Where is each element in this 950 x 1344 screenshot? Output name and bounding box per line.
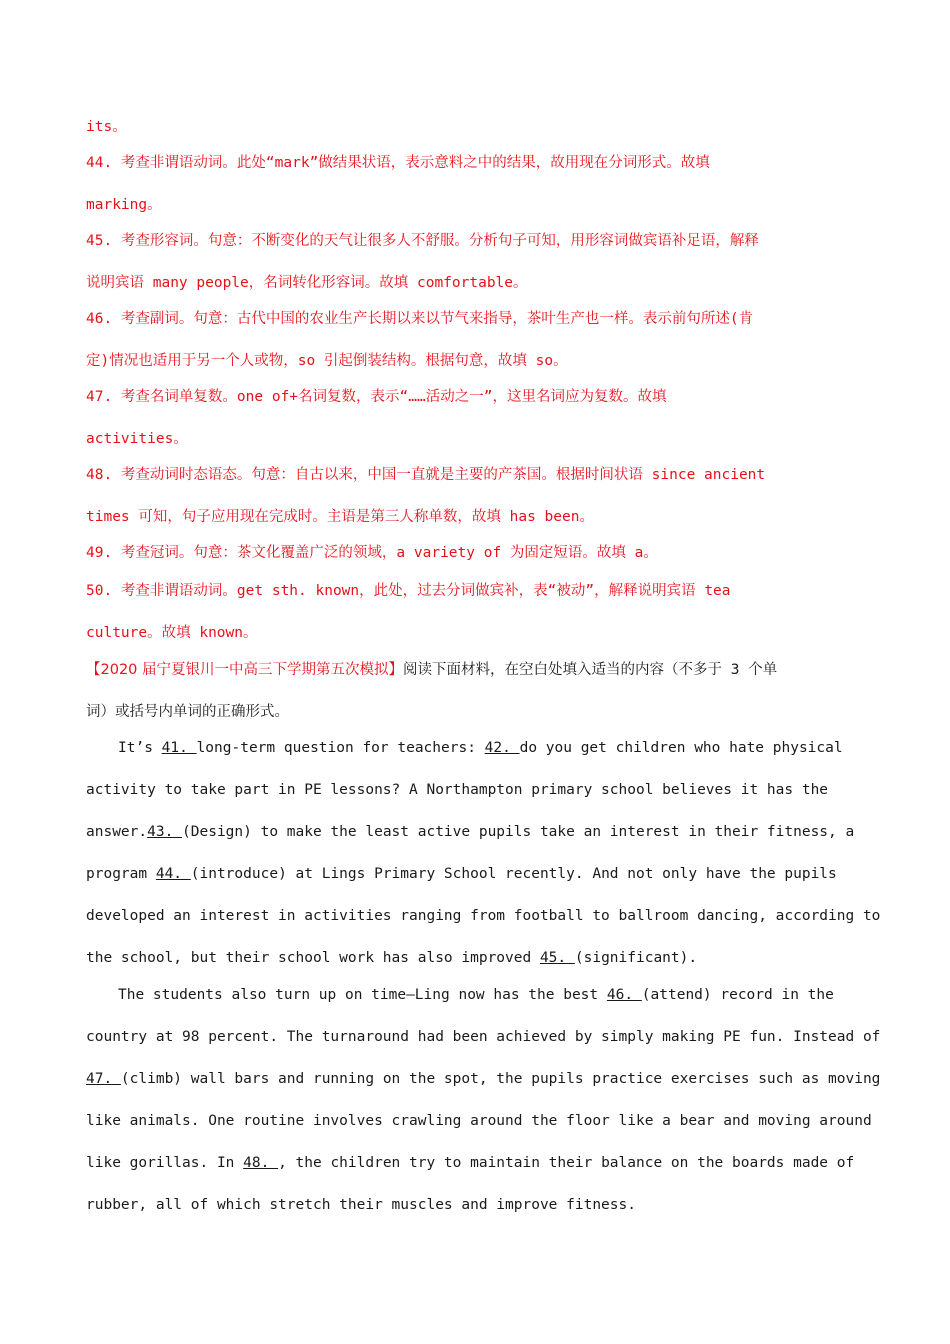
passage-line: rubber, all of which stretch their muscles and improve fitness. [86, 1197, 636, 1213]
exercise-instruction: 阅读下面材料，在空白处填入适当的内容（不多于 3 个单 [403, 662, 778, 678]
blank-47: 47. [86, 1071, 121, 1087]
passage-line: activity to take part in PE lessons? A Northampton primary school believes it has the [86, 782, 829, 798]
answer-44: 44. 考查非谓语动词。此处“mark”做结果状语，表示意料之中的结果，故用现在分词形式。故填 [86, 155, 710, 171]
blank-45: 45. [539, 950, 575, 966]
passage-line: like animals. One routine involves crawling around the floor like a bear and moving around [86, 1113, 872, 1129]
exercise-instruction-cont: 词）或括号内单词的正确形式。 [86, 704, 289, 720]
blank-44: 44. [155, 866, 191, 882]
exercise-header [86, 660, 866, 680]
passage-line: the school, but their school work has also improved 45. (significant). [86, 950, 698, 966]
passage-line: 47. (climb) wall bars and running on the spot, the pupils practice exercises such as moving [86, 1071, 881, 1087]
blank-43: 43. [147, 824, 183, 840]
blank-48: 48. [243, 1155, 279, 1171]
answer-line: times 可知，句子应用现在完成时。主语是第三人称单数，故填 has been。 [86, 509, 594, 525]
passage-line: developed an interest in activities ranging from football to ballroom dancing, according to [86, 908, 881, 924]
passage-line: like gorillas. In 48. , the children try to maintain their balance on the boards made of [86, 1155, 855, 1171]
blank-42: 42. [484, 740, 520, 756]
answer-line: its。 [86, 119, 127, 135]
blank-41: 41. [161, 740, 197, 756]
answer-line: 定)情况也适用于另一个人或物，so 引起倒装结构。根据句意，故填 so。 [86, 353, 568, 369]
answer-line: activities。 [86, 431, 188, 447]
passage-line: country at 98 percent. The turnaround had been achieved by simply making PE fun. Instead of [86, 1029, 881, 1045]
answer-line: marking。 [86, 197, 162, 213]
exercise-source: 【2020 届宁夏银川一中高三下学期第五次模拟】 [86, 662, 404, 678]
blank-46: 46. [606, 987, 642, 1003]
passage-line: The students also turn up on time—Ling now has the best 46. (attend) record in the [118, 987, 834, 1003]
answer-46: 46. 考查副词。句意：古代中国的农业生产长期以来以节气来指导，茶叶生产也一样。表示前句所述(肯 [86, 311, 754, 327]
answer-49: 49. 考查冠词。句意：茶文化覆盖广泛的领域，a variety of 为固定短语。故填 a。 [86, 545, 658, 561]
answer-line: 说明宾语 many people，名词转化形容词。故填 comfortable。 [86, 275, 528, 291]
passage-line: It’s 41. long-term question for teachers: 42. do you get children who hate physical [118, 740, 843, 756]
answer-50: 50. 考查非谓语动词。get sth. known，此处，过去分词做宾补，表“被动”，解释说明宾语 tea [86, 583, 731, 599]
answer-48: 48. 考查动词时态语态。句意：自古以来，中国一直就是主要的产茶国。根据时间状语 since ancient [86, 467, 766, 483]
passage-line: answer.43. (Design) to make the least active pupils take an interest in their fitness, a [86, 824, 855, 840]
passage-line: program 44. (introduce) at Lings Primary School recently. And not only have the pupils [86, 866, 837, 882]
answer-47: 47. 考查名词单复数。one of+名词复数，表示“……活动之一”，这里名词应为复数。故填 [86, 389, 667, 405]
answer-45: 45. 考查形容词。句意：不断变化的天气让很多人不舒服。分析句子可知，用形容词做宾语补足语，解释 [86, 233, 759, 249]
answer-line: culture。故填 known。 [86, 625, 258, 641]
